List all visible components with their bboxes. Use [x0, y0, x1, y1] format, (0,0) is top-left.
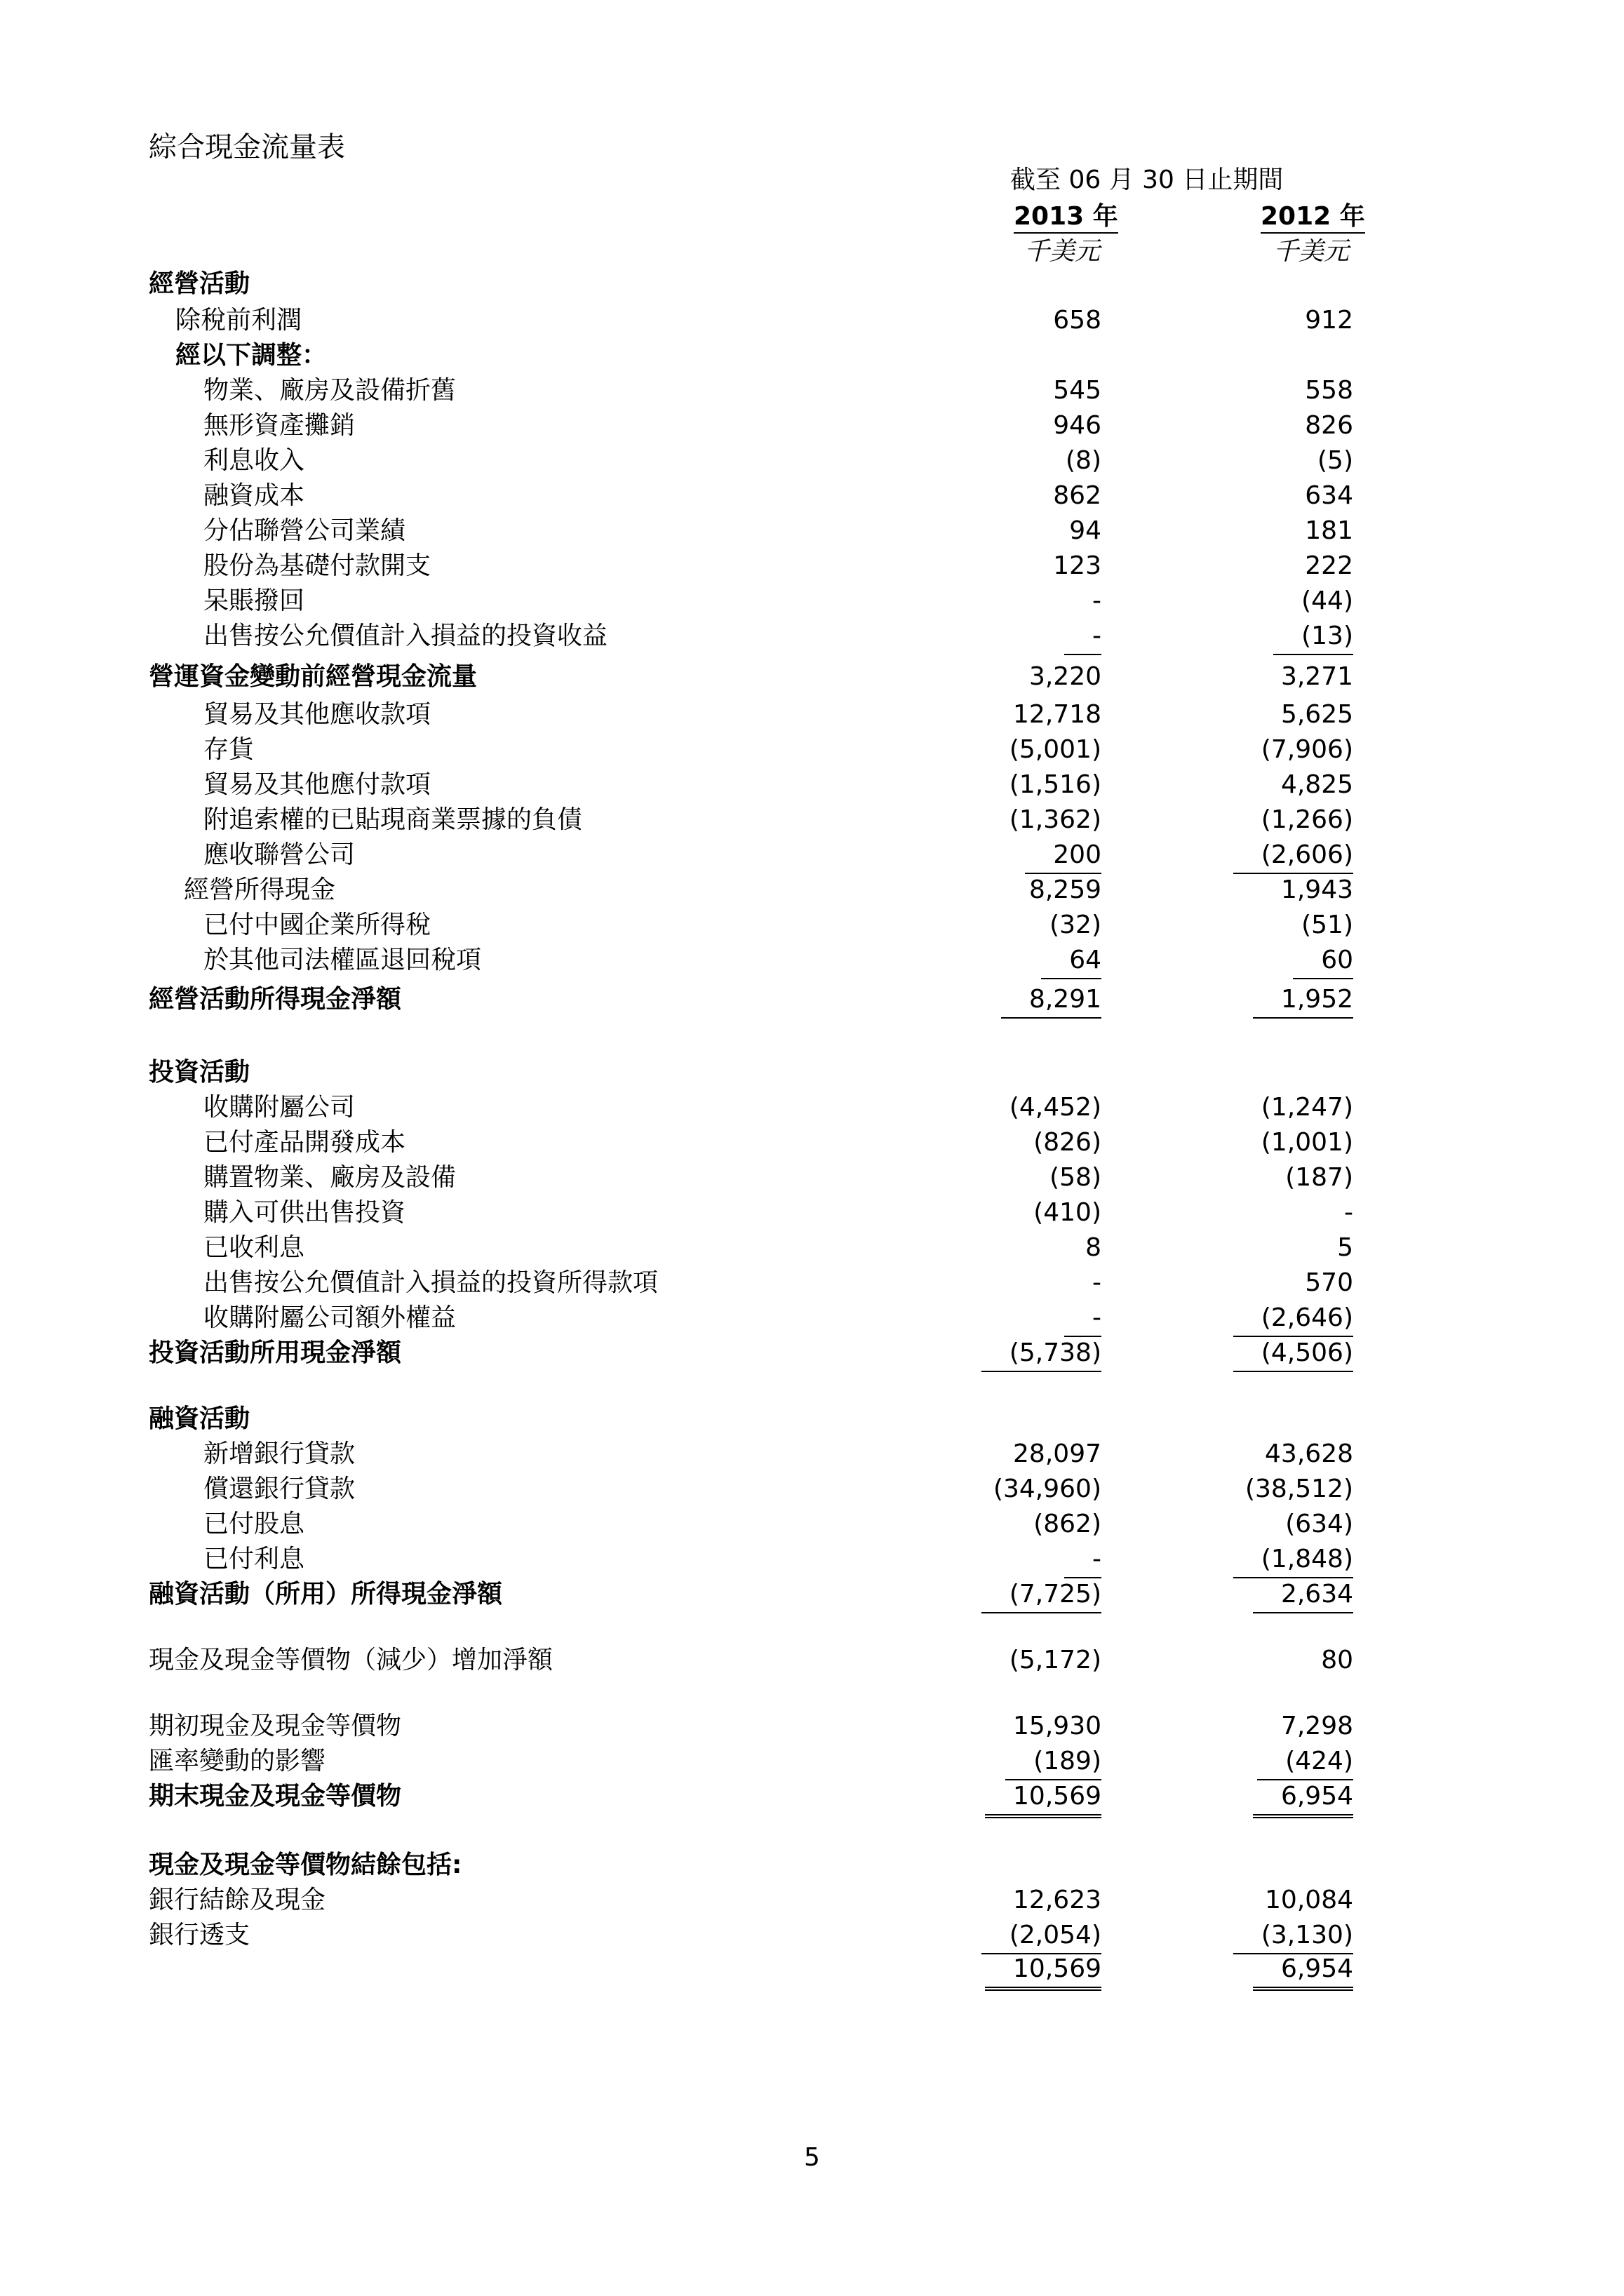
value-2013: (5,738): [981, 1336, 1101, 1372]
value-2013: (826): [1033, 1128, 1101, 1157]
value-2013: 94: [1069, 516, 1101, 545]
page-number: 5: [804, 2143, 820, 2172]
col1-year-header: 2013 年: [1014, 196, 1118, 234]
value-2012: (13): [1273, 619, 1353, 655]
value-2013: -: [1064, 1542, 1101, 1578]
value-2012: 1,943: [1280, 875, 1353, 904]
value-2013: (1,516): [1009, 770, 1101, 799]
row-label: 呆賬撥回: [203, 586, 305, 615]
value-2013: -: [1092, 1268, 1101, 1297]
col1-unit-header: 千美元: [1024, 237, 1101, 266]
table-row: [0, 478, 1624, 513]
value-2012: 222: [1305, 551, 1353, 580]
table-row: [0, 1709, 1624, 1744]
table-row: [0, 1266, 1624, 1301]
table-row: [0, 803, 1624, 838]
col2-year-header: 2012 年: [1261, 196, 1365, 234]
table-row: [0, 659, 1624, 694]
value-2013: (34,960): [993, 1475, 1101, 1503]
row-label: 應收聯營公司: [203, 840, 356, 869]
row-label: 現金及現金等價物（減少）增加淨額: [149, 1646, 553, 1674]
row-label: 購入可供出售投資: [203, 1198, 406, 1227]
value-2012: (51): [1301, 911, 1353, 939]
table-row: [0, 1090, 1624, 1125]
row-label: 融資成本: [203, 481, 305, 510]
value-2013: 12,623: [1013, 1886, 1101, 1914]
table-row: [0, 549, 1624, 584]
value-2012: 826: [1305, 411, 1353, 440]
value-2012: (38,512): [1244, 1475, 1353, 1503]
value-2013: (5,172): [1009, 1646, 1101, 1674]
value-2013: -: [1092, 586, 1101, 615]
table-row: [0, 908, 1624, 943]
value-2012: 570: [1305, 1268, 1353, 1297]
table-row: [0, 584, 1624, 619]
value-2012: 1,952: [1253, 982, 1353, 1019]
value-2013: 8: [1085, 1233, 1101, 1262]
value-2012: (424): [1257, 1744, 1353, 1780]
table-row: [0, 1744, 1624, 1779]
value-2013: (862): [1033, 1510, 1101, 1538]
value-2012: 4,825: [1280, 770, 1353, 799]
table-row: [0, 1507, 1624, 1542]
value-2013: (2,054): [981, 1918, 1101, 1954]
row-label: 銀行結餘及現金: [149, 1886, 326, 1914]
row-label: 償還銀行貸款: [203, 1475, 356, 1503]
table-row: [0, 267, 1624, 302]
value-2012: (3,130): [1233, 1918, 1353, 1954]
row-label: 融資活動: [149, 1404, 250, 1433]
table-row: [0, 1402, 1624, 1437]
table-row: [0, 1848, 1624, 1883]
table-row: [0, 1125, 1624, 1160]
table-row: [0, 1918, 1624, 1953]
row-label: 期初現金及現金等價物: [149, 1712, 402, 1740]
table-row: [0, 1055, 1624, 1090]
row-label: 利息收入: [203, 446, 305, 475]
row-label: 經營所得現金: [184, 875, 336, 904]
row-label: 投資活動所用現金淨額: [149, 1338, 402, 1367]
value-2012: (1,001): [1261, 1128, 1353, 1157]
value-2012: (1,247): [1261, 1093, 1353, 1122]
value-2012: (2,606): [1233, 838, 1353, 874]
table-row: [0, 982, 1624, 1017]
value-2012: 5,625: [1280, 700, 1353, 729]
value-2013: 862: [1053, 481, 1101, 510]
value-2013: 8,259: [1028, 875, 1101, 904]
table-row: [0, 1160, 1624, 1195]
value-2012: 80: [1321, 1646, 1353, 1674]
row-label: 除稅前利潤: [175, 306, 302, 335]
table-row: [0, 732, 1624, 767]
table-row: [0, 838, 1624, 873]
row-label: 匯率變動的影響: [149, 1747, 326, 1775]
table-row: [0, 303, 1624, 338]
table-row: [0, 373, 1624, 408]
table-row: [0, 1472, 1624, 1507]
value-2013: (58): [1049, 1163, 1101, 1192]
table-row: [0, 873, 1624, 908]
table-row: [0, 1952, 1624, 1987]
period-header: 截至 06 月 30 日止期間: [1010, 166, 1284, 194]
table-row: [0, 513, 1624, 549]
row-label: 分佔聯營公司業績: [203, 516, 406, 545]
value-2012: 7,298: [1280, 1712, 1353, 1740]
value-2013: 15,930: [1013, 1712, 1101, 1740]
table-row: [0, 443, 1624, 478]
value-2012: 60: [1293, 943, 1353, 979]
value-2012: 2,634: [1253, 1577, 1353, 1613]
row-label: 新增銀行貸款: [203, 1439, 356, 1468]
value-2013: (5,001): [1009, 735, 1101, 764]
value-2012: 5: [1337, 1233, 1353, 1262]
value-2012: (7,906): [1261, 735, 1353, 764]
row-label: 物業、廠房及設備折舊: [203, 376, 457, 405]
value-2013: (7,725): [981, 1577, 1101, 1613]
col2-unit-header: 千美元: [1273, 237, 1350, 266]
value-2012: -: [1344, 1198, 1353, 1227]
value-2013: 10,569: [985, 1779, 1101, 1818]
row-label: 出售按公允價值計入損益的投資所得款項: [203, 1268, 659, 1297]
row-label: 銀行透支: [149, 1921, 250, 1949]
table-row: [0, 767, 1624, 803]
value-2013: -: [1064, 619, 1101, 655]
value-2012: 558: [1305, 376, 1353, 405]
row-label: 經以下調整：: [175, 341, 328, 370]
table-row: [0, 1437, 1624, 1472]
table-row: [0, 697, 1624, 732]
row-label: 收購附屬公司額外權益: [203, 1303, 457, 1332]
row-label: 經營活動所得現金淨額: [149, 985, 402, 1014]
statement-title: 綜合現金流量表: [149, 131, 345, 163]
value-2012: 6,954: [1253, 1779, 1353, 1818]
row-label: 附追索權的已貼現商業票據的負債: [203, 805, 583, 834]
value-2013: 28,097: [1013, 1439, 1101, 1468]
value-2013: (410): [1033, 1198, 1101, 1227]
row-label: 出售按公允價值計入損益的投資收益: [203, 622, 608, 650]
value-2013: 3,220: [1028, 662, 1101, 691]
value-2013: 200: [1025, 838, 1101, 874]
table-row: [0, 1883, 1624, 1918]
value-2013: (189): [1005, 1744, 1101, 1780]
row-label: 貿易及其他應付款項: [203, 770, 431, 799]
value-2012: 43,628: [1265, 1439, 1353, 1468]
table-row: [0, 1779, 1624, 1814]
value-2013: -: [1064, 1301, 1101, 1337]
value-2013: 123: [1053, 551, 1101, 580]
value-2012: 912: [1305, 306, 1353, 335]
value-2012: 6,954: [1253, 1952, 1353, 1991]
value-2013: 545: [1053, 376, 1101, 405]
value-2013: (4,452): [1009, 1093, 1101, 1122]
value-2012: (634): [1285, 1510, 1353, 1538]
row-label: 經營活動: [149, 269, 250, 298]
row-label: 營運資金變動前經營現金流量: [149, 662, 478, 691]
row-label: 現金及現金等價物結餘包括:: [149, 1851, 462, 1879]
row-label: 已付產品開發成本: [203, 1128, 406, 1157]
value-2013: 64: [1041, 943, 1101, 979]
value-2013: (8): [1066, 446, 1101, 475]
table-row: [0, 1230, 1624, 1266]
row-label: 股份為基礎付款開支: [203, 551, 431, 580]
table-row: [0, 1542, 1624, 1577]
value-2013: 8,291: [1001, 982, 1101, 1019]
row-label: 收購附屬公司: [203, 1093, 356, 1122]
row-label: 融資活動（所用）所得現金淨額: [149, 1580, 503, 1609]
row-label: 已付利息: [203, 1545, 305, 1573]
value-2012: (4,506): [1233, 1336, 1353, 1372]
value-2012: 10,084: [1265, 1886, 1353, 1914]
value-2013: 10,569: [985, 1952, 1101, 1991]
value-2013: 12,718: [1013, 700, 1101, 729]
value-2012: (44): [1301, 586, 1353, 615]
value-2013: (1,362): [1009, 805, 1101, 834]
row-label: 無形資產攤銷: [203, 411, 356, 440]
row-label: 已付中國企業所得稅: [203, 911, 431, 939]
table-row: [0, 338, 1624, 373]
value-2012: (1,848): [1233, 1542, 1353, 1578]
table-row: [0, 1643, 1624, 1678]
value-2012: 181: [1305, 516, 1353, 545]
table-row: [0, 408, 1624, 443]
row-label: 投資活動: [149, 1058, 250, 1087]
value-2012: 634: [1305, 481, 1353, 510]
value-2012: 3,271: [1280, 662, 1353, 691]
table-row: [0, 1301, 1624, 1336]
row-label: 已收利息: [203, 1233, 305, 1262]
value-2013: (32): [1049, 911, 1101, 939]
row-label: 貿易及其他應收款項: [203, 700, 431, 729]
value-2013: 658: [1053, 306, 1101, 335]
value-2012: (2,646): [1233, 1301, 1353, 1337]
row-label: 於其他司法權區退回稅項: [203, 946, 482, 974]
value-2013: 946: [1053, 411, 1101, 440]
table-row: [0, 1195, 1624, 1230]
table-row: [0, 1336, 1624, 1371]
value-2012: (5): [1317, 446, 1353, 475]
row-label: 存貨: [203, 735, 255, 764]
value-2012: (1,266): [1261, 805, 1353, 834]
value-2012: (187): [1285, 1163, 1353, 1192]
table-row: [0, 1577, 1624, 1612]
row-label: 期末現金及現金等價物: [149, 1782, 402, 1811]
table-row: [0, 619, 1624, 654]
row-label: 購置物業、廠房及設備: [203, 1163, 457, 1192]
row-label: 已付股息: [203, 1510, 305, 1538]
table-row: [0, 943, 1624, 978]
